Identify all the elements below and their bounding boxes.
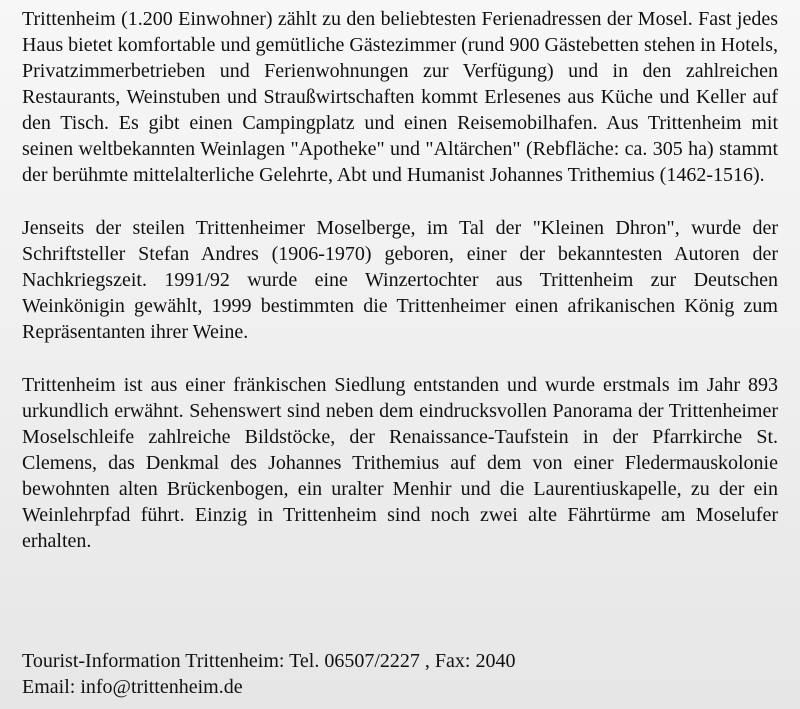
tourist-information-line: Tourist-Information Trittenheim: Tel. 06507/2227 , Fax: 2040 (22, 650, 516, 672)
paragraph-stefan-andres: Jenseits der steilen Trittenheimer Moselberge, im Tal der "Kleinen Dhron", wurde der Schriftsteller Stefan Andres (1906-1970) geboren, einer der bekanntesten Autoren der Nachkriegszeit. 1991/92 wurde eine Winzertochter aus Trittenheim zur Deutschen Weinkönigin gewählt, 1999 bestimmten die Trittenheimer einen afrikanischen König zum Repräsentanten ihrer Weine. (22, 217, 778, 343)
email-line: Email: info@trittenheim.de (22, 676, 243, 698)
paragraph-intro: Trittenheim (1.200 Einwohner) zählt zu den beliebtesten Ferienadressen der Mosel. Fast jedes Haus bietet komfortable und gemütliche Gästezimmer (rund 900 Gästebetten stehen in Hotels, Privatzimmerbetrieben und Ferienwohnungen zur Verfügung) und in den zahlreichen Restaurants, Weinstuben und Straußwirtschaften kommt Erlesenes aus Küche und Keller auf den Tisch. Es gibt einen Campingplatz und einen Reisemobilhafen. Aus Trittenheim mit seinen weltbekannten Weinlagen "Apotheke" und "Altärchen" (Rebfläche: ca. 305 ha) stammt der berühmte mittelalterliche Gelehrte, Abt und Humanist Johannes Trithemius (1462-1516). (22, 8, 778, 186)
contact-block (22, 648, 515, 700)
paragraph-history: Trittenheim ist aus einer fränkischen Siedlung entstanden und wurde erstmals im Jahr 893 urkundlich erwähnt. Sehenswert sind neben dem eindrucksvollen Panorama der Trittenheimer Moselschleife zahlreiche Bildstöcke, der Renaissance-Taufstein in der Pfarrkirche St. Clemens, das Denkmal des Johannes Trithemius auf dem von einer Fledermauskolonie bewohnten alten Brückenbogen, ein uralter Menhir und die Laurentiuskapelle, zu der ein Weinlehrpfad führt. Einzig in Trittenheim sind noch zwei alte Fährtürme am Moselufer erhalten. (22, 374, 778, 552)
